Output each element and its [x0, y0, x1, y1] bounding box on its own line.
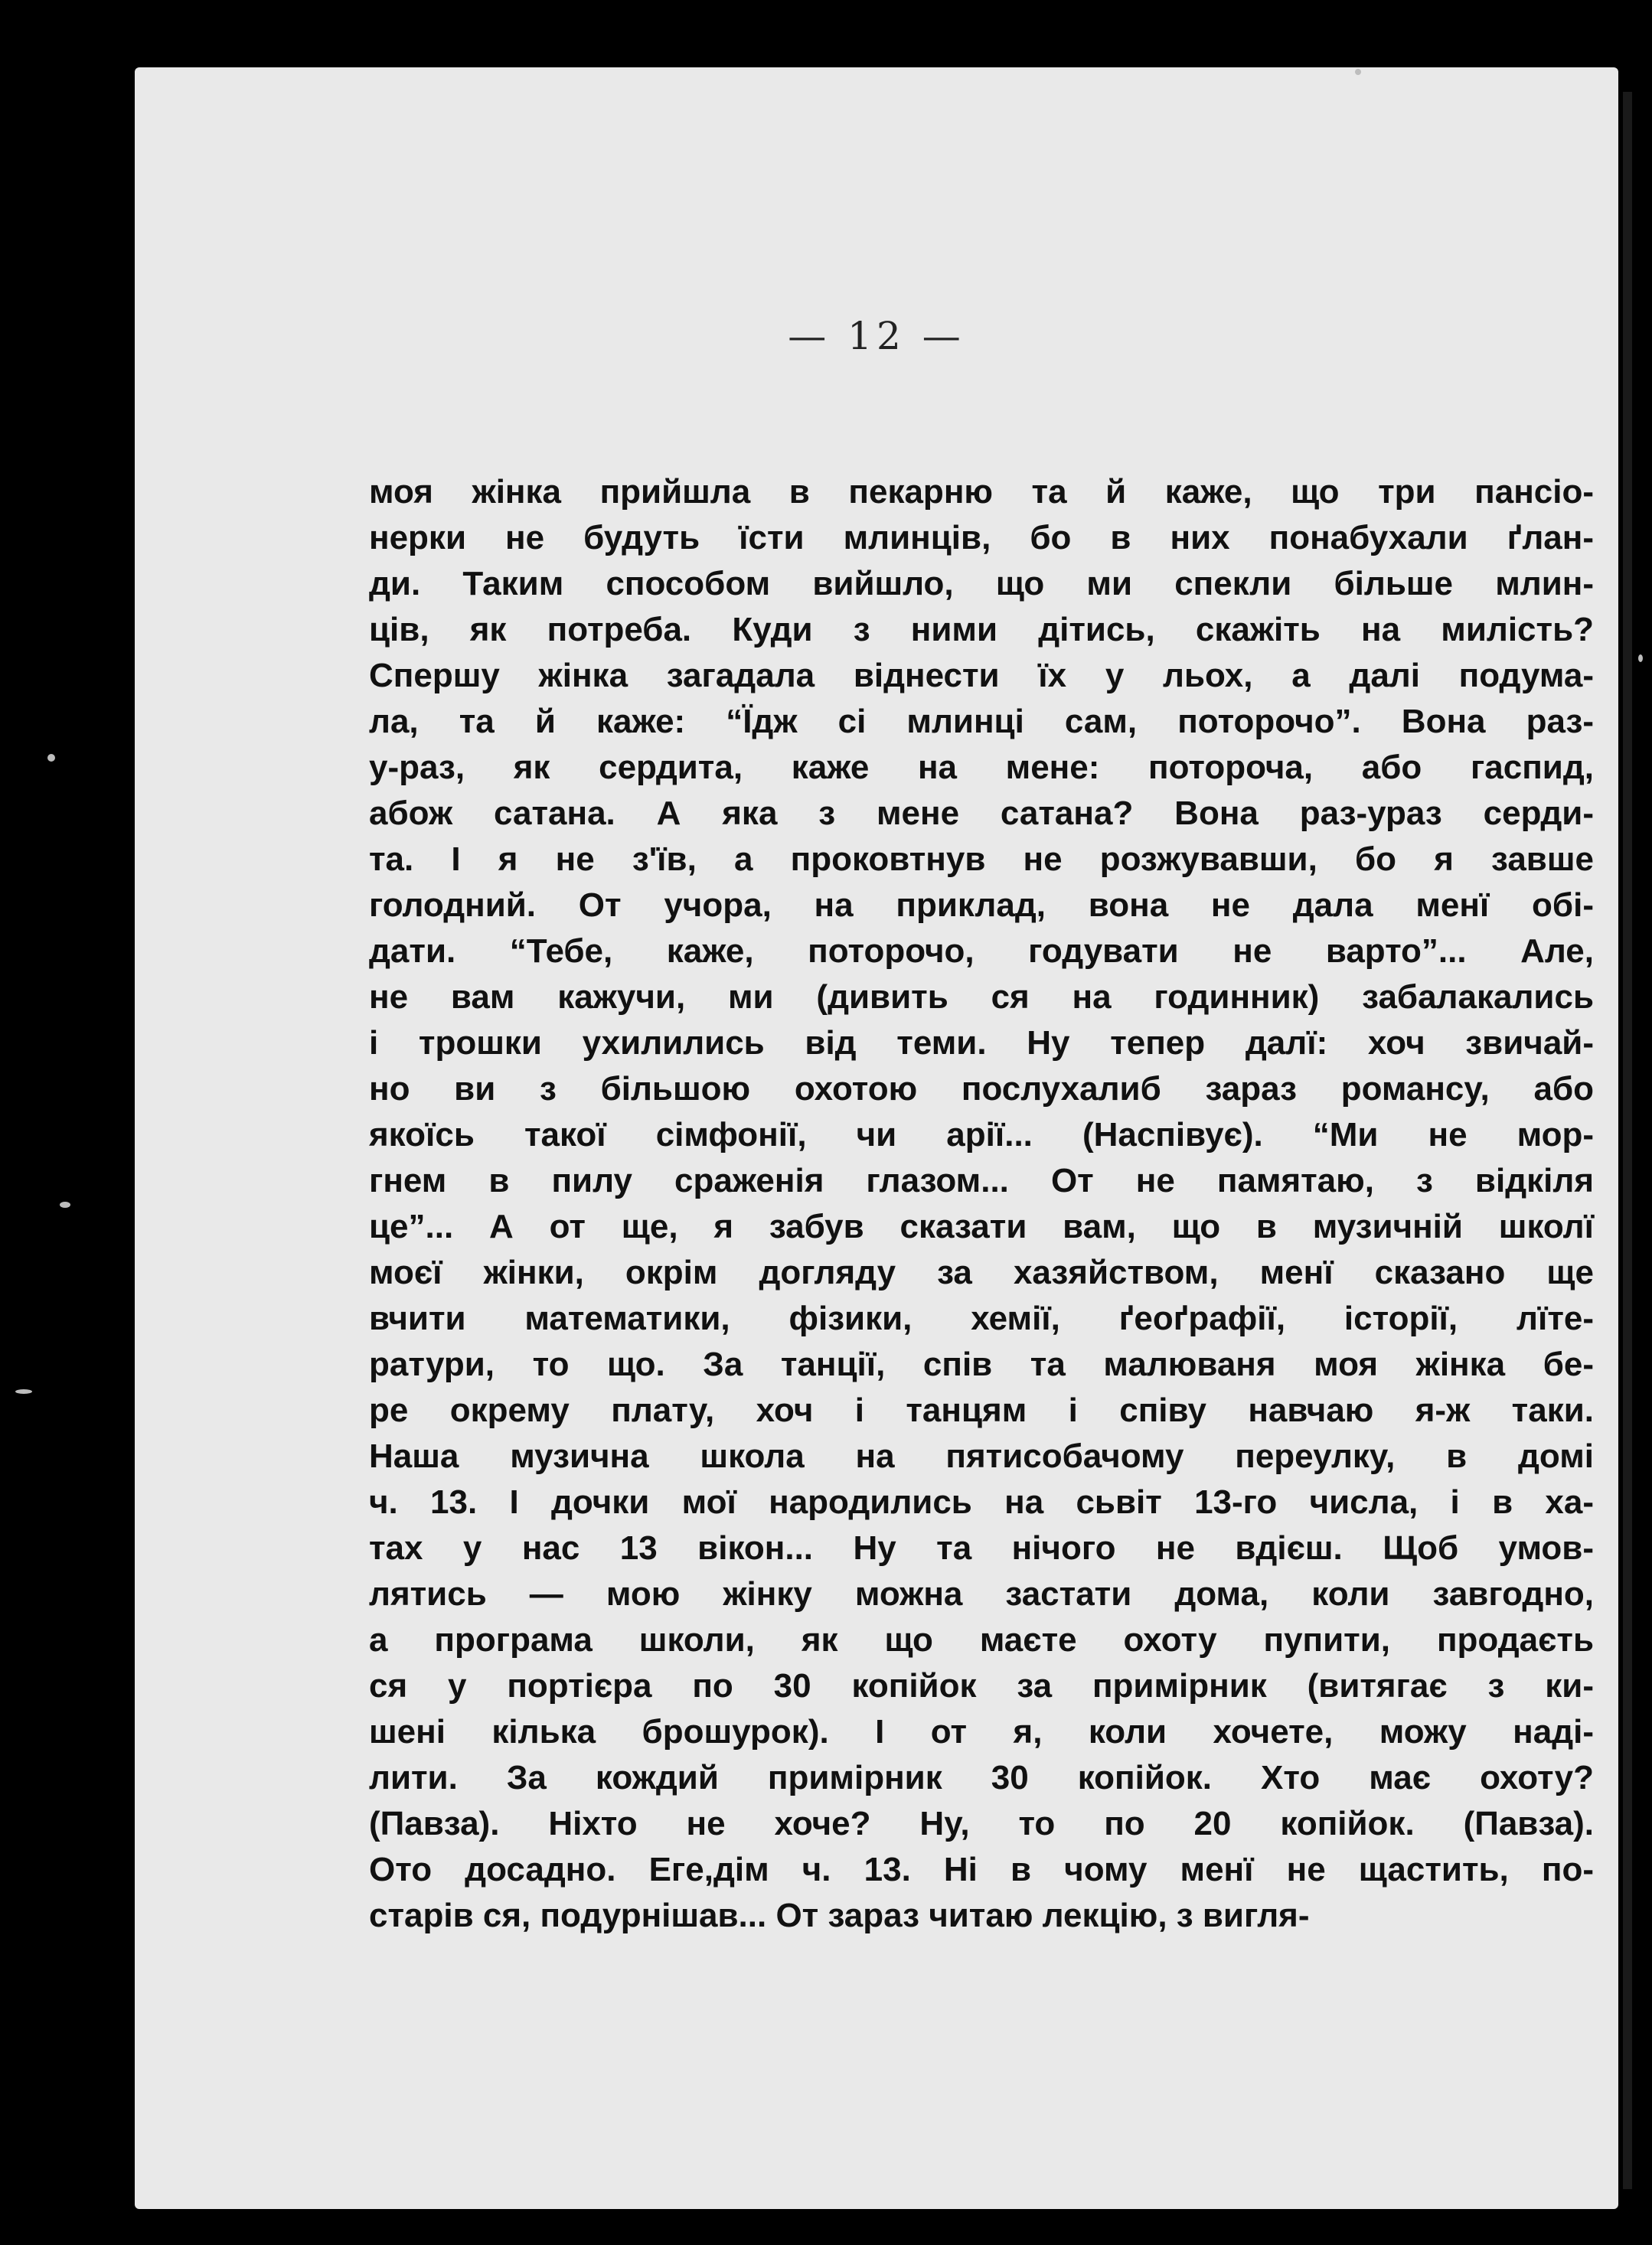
text-line: гнем в пилу сраженія глазом... От не памятаю, з відкіля: [369, 1162, 1594, 1199]
text-line: голодний. От учора, на приклад, вона не дала менї обі-: [369, 886, 1594, 924]
book-page: [135, 67, 1618, 2209]
text-line: це”... А от ще, я забув сказати вам, що в музичній школї: [369, 1208, 1594, 1245]
text-line: якоїсь такої сімфонії, чи арії... (Наспівує). “Ми не мор-: [369, 1116, 1594, 1153]
text-line: ч. 13. І дочки мої народились на сьвіт 13-го числа, і в ха-: [369, 1483, 1594, 1521]
text-line: дати. “Тебе, каже, поторочо, годувати не варто”... Але,: [369, 932, 1594, 970]
text-line: ди. Таким способом вийшло, що ми спекли більше млин-: [369, 565, 1594, 602]
text-line: та. І я не з'їв, а проковтнув не розжувавши, бо я завше: [369, 840, 1594, 878]
text-line: старів ся, подурнішав... От зараз читаю лекцію, з вигля-: [369, 1897, 1310, 1934]
text-line: ся у портієра по 30 копійок за примірник (витягає з ки-: [369, 1667, 1594, 1705]
scan-speck: [15, 1389, 32, 1394]
text-block: [369, 469, 1594, 1939]
text-line: абож сатана. А яка з мене сатана? Вона раз-ураз серди-: [369, 795, 1594, 832]
text-line: но ви з більшою охотою послухалиб зараз романсу, або: [369, 1070, 1594, 1108]
text-line: лити. За кождий примірник 30 копійок. Хто має охоту?: [369, 1759, 1594, 1796]
text-line: Наша музична школа на пятисобачому переулку, в домі: [369, 1437, 1594, 1475]
page-edge-shadow: [1623, 92, 1632, 2189]
text-line: моя жінка прийшла в пекарню та й каже, що три пансіо-: [369, 473, 1594, 511]
text-line: ратури, то що. За танції, спів та малюваня моя жінка бе-: [369, 1346, 1594, 1383]
text-line: шені кілька брошурок). І от я, коли хочете, можу наді-: [369, 1713, 1594, 1751]
text-line: не вам кажучи, ми (дивить ся на годинник) забалакались: [369, 978, 1594, 1016]
page-number: — 12 —: [788, 314, 965, 358]
text-line: ре окрему плату, хоч і танцям і співу навчаю я-ж таки.: [369, 1392, 1594, 1429]
text-line: моєї жінки, окрім догляду за хазяйством, менї сказано ще: [369, 1254, 1594, 1291]
text-line: лятись — мою жінку можна застати дома, коли завгодно,: [369, 1575, 1594, 1613]
scan-speck: [47, 754, 55, 762]
scan-speck: [60, 1202, 70, 1208]
text-line: вчити математики, фізики, хемії, ґеоґрафії, історії, лїте-: [369, 1300, 1594, 1337]
text-line: тах у нас 13 вікон... Ну та нічого не вдієш. Щоб умов-: [369, 1529, 1594, 1567]
text-line: Спершу жінка загадала віднести їх у льох, а далі подума-: [369, 657, 1594, 694]
text-line: (Павза). Ніхто не хоче? Ну, то по 20 копійок. (Павза).: [369, 1805, 1594, 1842]
text-line: Ото досадно. Еге,дім ч. 13. Ні в чому менї не щастить, по-: [369, 1851, 1594, 1888]
text-line: а програма школи, як що маєте охоту пупити, продаєть: [369, 1621, 1594, 1659]
text-line: нерки не будуть їсти млинців, бо в них понабухали ґлан-: [369, 519, 1594, 556]
text-line: ців, як потреба. Куди з ними дітись, скажіть на милість?: [369, 611, 1594, 648]
text-line: ла, та й каже: “Їдж сі млинці сам, поторочо”. Вона раз-: [369, 703, 1594, 740]
text-line: у-раз, як сердита, каже на мене: поторочa, або гаспид,: [369, 749, 1594, 786]
scan-speck: [1638, 654, 1643, 662]
scan-speck: [1355, 69, 1361, 75]
text-line: і трошки ухилились від теми. Ну тепер далї: хоч звичай-: [369, 1024, 1594, 1062]
